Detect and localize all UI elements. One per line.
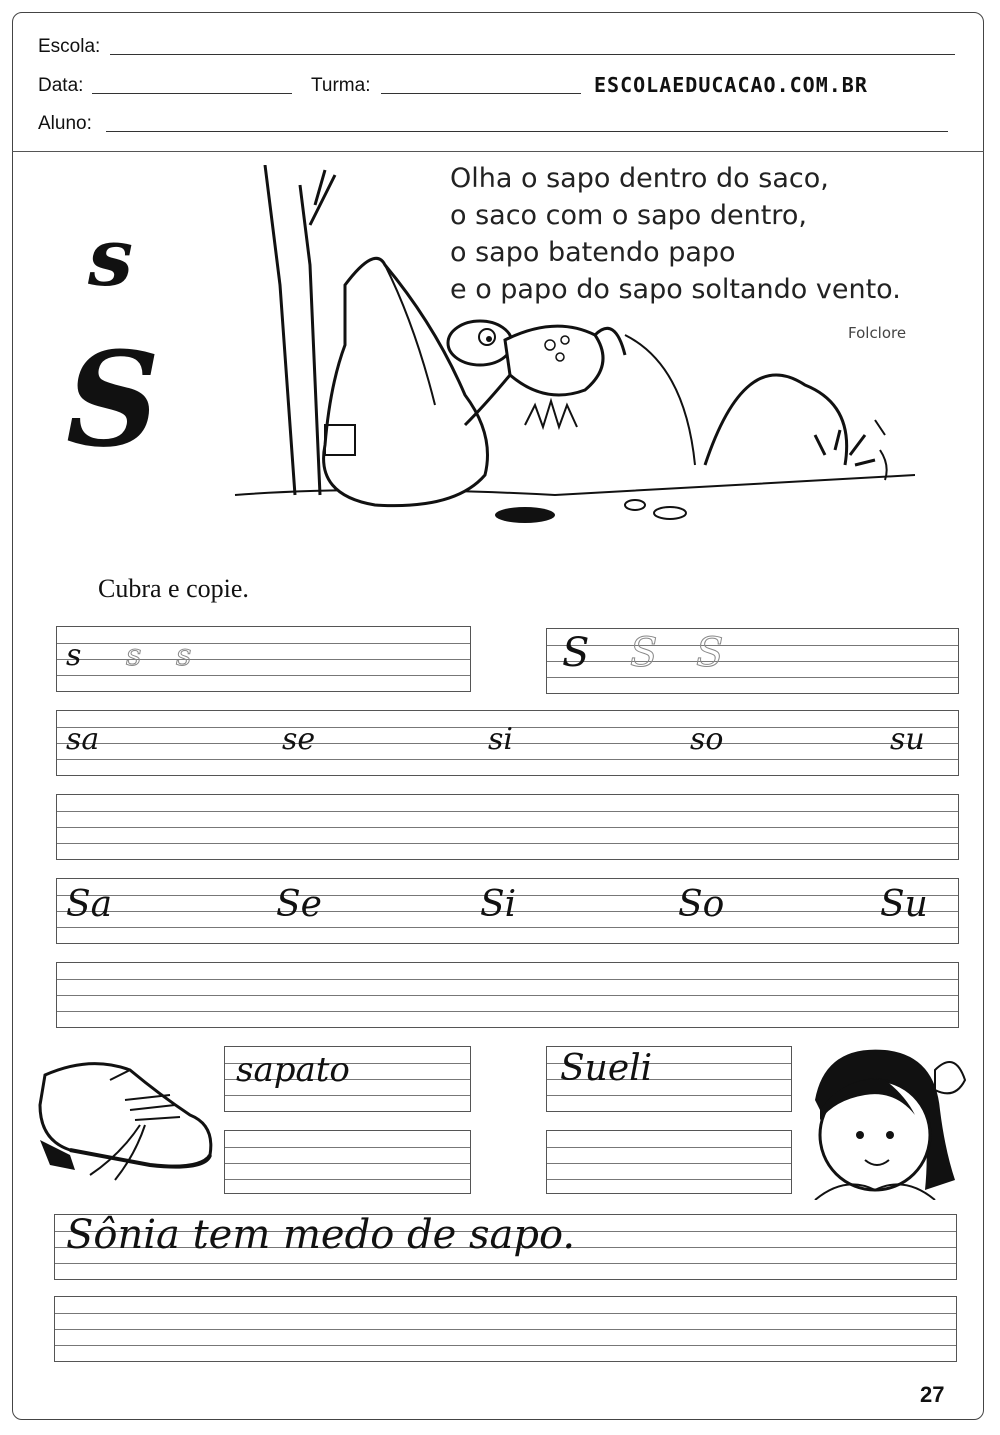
trace-letter: S (696, 630, 724, 676)
instruction-text: Cubra e copie. (98, 574, 249, 603)
word-model: sapato (236, 1050, 350, 1090)
student-field[interactable] (106, 131, 948, 132)
syllable: se (282, 722, 316, 757)
class-label: Turma: (311, 75, 371, 96)
shoe-illustration (30, 1045, 220, 1185)
word-model: Sueli (560, 1048, 653, 1089)
syllable: So (678, 884, 725, 925)
poem-text (450, 160, 901, 308)
date-label: Data: (38, 75, 84, 96)
poem-line: o saco com o sapo dentro, (450, 200, 807, 231)
writing-row-blank[interactable] (224, 1130, 471, 1194)
syllable: Su (880, 884, 928, 925)
syllable: sa (66, 722, 100, 757)
syllable: so (690, 722, 724, 757)
school-field[interactable] (110, 54, 955, 55)
site-logo-text: ESCOLAEDUCACAO.COM.BR (594, 73, 868, 97)
writing-row-blank[interactable] (546, 1130, 792, 1194)
writing-row[interactable] (56, 626, 471, 692)
writing-row-blank[interactable] (54, 1296, 957, 1362)
poem-line: o sapo batendo papo (450, 237, 736, 268)
page-number: 27 (920, 1382, 945, 1407)
letter-s-uppercase: S (66, 323, 160, 476)
model-letter: S (562, 630, 590, 676)
syllable: su (890, 722, 925, 757)
date-field[interactable] (92, 93, 292, 94)
syllable: Si (480, 884, 517, 925)
poem-line: Olha o sapo dentro do saco, (450, 163, 829, 194)
poem-credit: Folclore (848, 324, 907, 342)
writing-row-blank[interactable] (56, 794, 959, 860)
trace-letter: s (126, 638, 142, 673)
syllable: Se (276, 884, 322, 925)
writing-row[interactable] (546, 628, 959, 694)
student-label: Aluno: (38, 113, 92, 134)
letter-s-lowercase: s (88, 210, 134, 304)
syllable: si (488, 722, 513, 757)
class-field[interactable] (381, 93, 581, 94)
syllable: Sa (66, 884, 113, 925)
model-letter: s (66, 638, 82, 673)
trace-letter: S (630, 630, 658, 676)
school-label: Escola: (38, 36, 101, 57)
girl-illustration (805, 1040, 970, 1200)
poem-line: e o papo do sapo soltando vento. (450, 274, 901, 305)
trace-letter: s (176, 638, 192, 673)
writing-row-blank[interactable] (56, 962, 959, 1028)
sentence-model: Sônia tem medo de sapo. (66, 1212, 576, 1258)
